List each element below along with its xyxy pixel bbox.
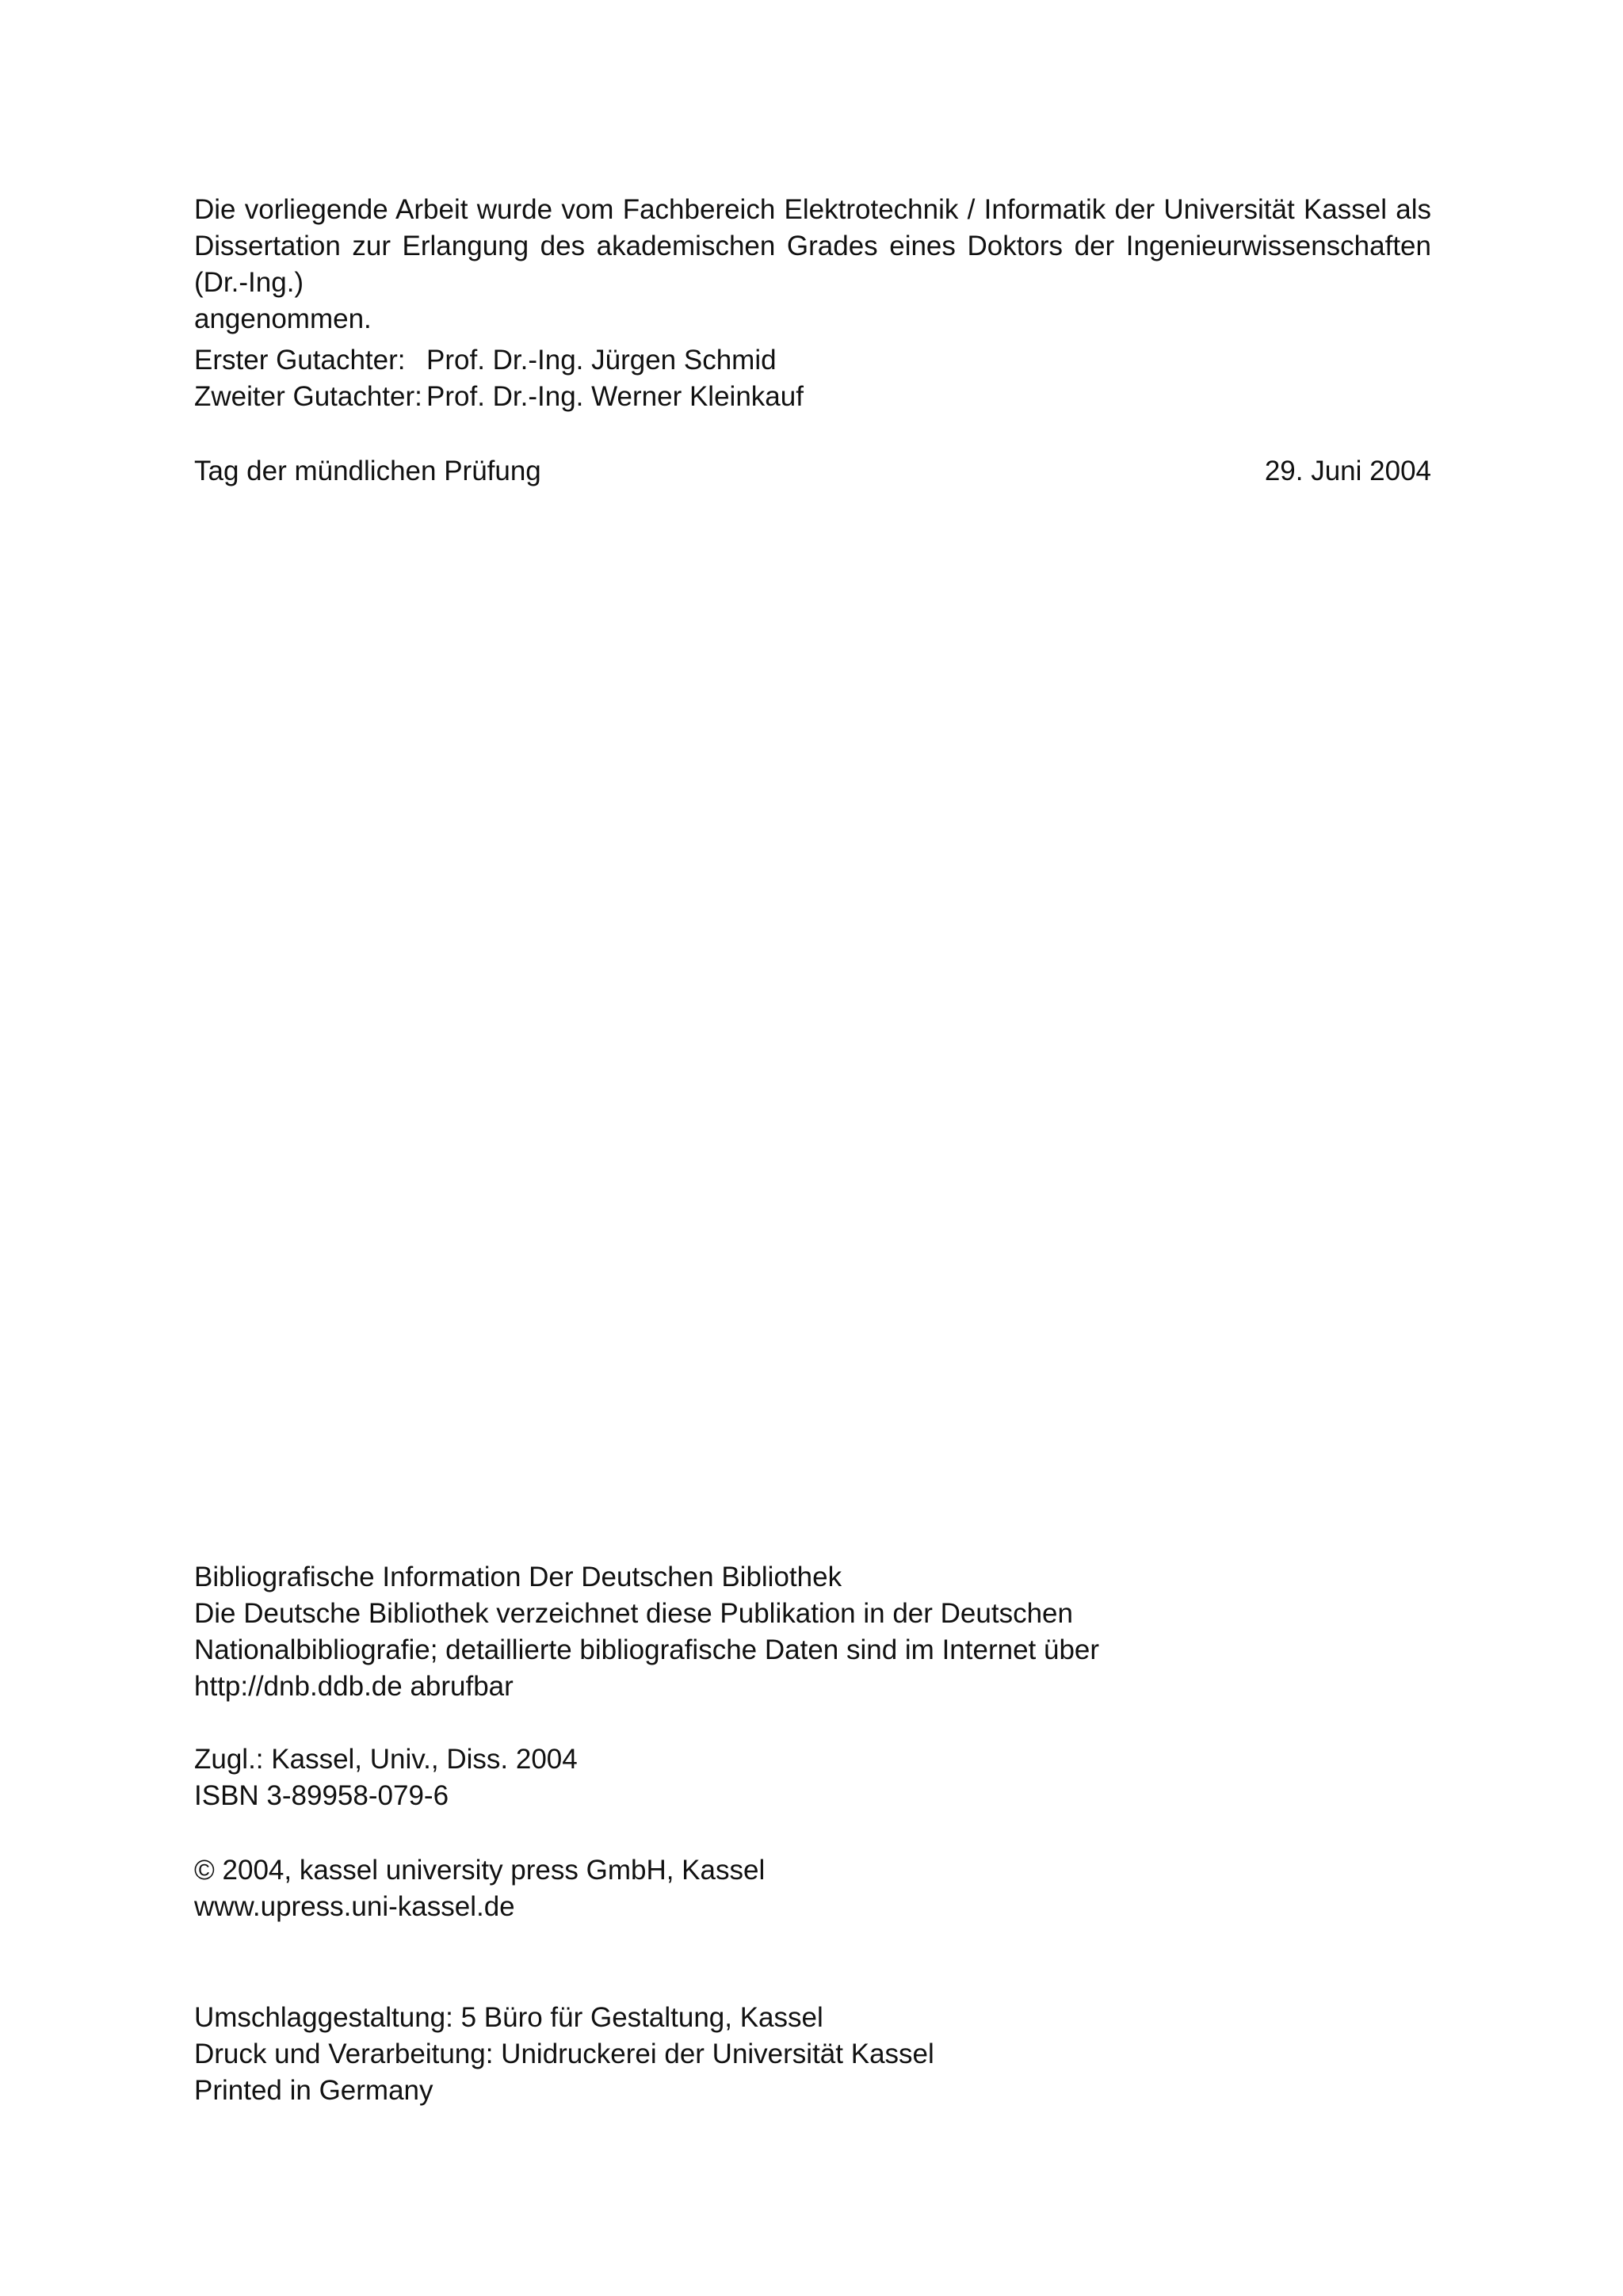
oral-exam-label: Tag der mündlichen Prüfung — [194, 456, 541, 486]
biblio-line-1: Bibliografische Information Der Deutschen Bibliothek — [194, 1562, 842, 1592]
isbn-number: ISBN 3-89958-079-6 — [194, 1780, 449, 1811]
copyright-publisher — [194, 1852, 1431, 1925]
biblio-line-3: Nationalbibliografie; detaillierte bibliografische Daten sind im Internet über — [194, 1634, 1100, 1665]
reviewer-label: Zweiter Gutachter: — [194, 381, 422, 412]
production-credits — [194, 2000, 1431, 2109]
biblio-line-4: http://dnb.ddb.de abrufbar — [194, 1671, 514, 1702]
bibliographic-information — [194, 1559, 1431, 1705]
dissertation-isbn — [194, 1741, 1431, 1814]
publisher-website: www.upress.uni-kassel.de — [194, 1891, 515, 1922]
oral-exam-row — [194, 453, 1431, 490]
biblio-line-2: Die Deutsche Bibliothek verzeichnet diese Publikation in der Deutschen — [194, 1598, 1073, 1629]
printing-credit: Druck und Verarbeitung: Unidruckerei der Universität Kassel — [194, 2039, 934, 2069]
reviewers-list — [194, 342, 1431, 415]
oral-exam-date: 29. Juni 2004 — [1264, 456, 1431, 486]
cover-design-credit: Umschlaggestaltung: 5 Büro für Gestaltung, Kassel — [194, 2002, 823, 2033]
acceptance-line-1: Die vorliegende Arbeit wurde vom Fachbereich Elektrotechnik / Informatik der Universität Kassel als — [194, 194, 1431, 225]
reviewer-label: Erster Gutachter: — [194, 345, 406, 376]
copyright-line: © 2004, kassel university press GmbH, Kassel — [194, 1855, 766, 1886]
reviewer-name: Prof. Dr.-Ing. Werner Kleinkauf — [426, 381, 804, 412]
dissertation-note: Zugl.: Kassel, Univ., Diss. 2004 — [194, 1744, 578, 1775]
reviewer-name: Prof. Dr.-Ing. Jürgen Schmid — [426, 345, 777, 376]
acceptance-statement — [194, 192, 1431, 338]
printed-in: Printed in Germany — [194, 2075, 433, 2106]
acceptance-line-3: angenommen. — [194, 303, 372, 334]
reviewer-first — [194, 342, 1431, 379]
acceptance-line-2: Dissertation zur Erlangung des akademischen Grades eines Doktors der Ingenieurwissenschaften (Dr.-Ing.) — [194, 231, 1431, 298]
reviewer-second — [194, 379, 1431, 415]
